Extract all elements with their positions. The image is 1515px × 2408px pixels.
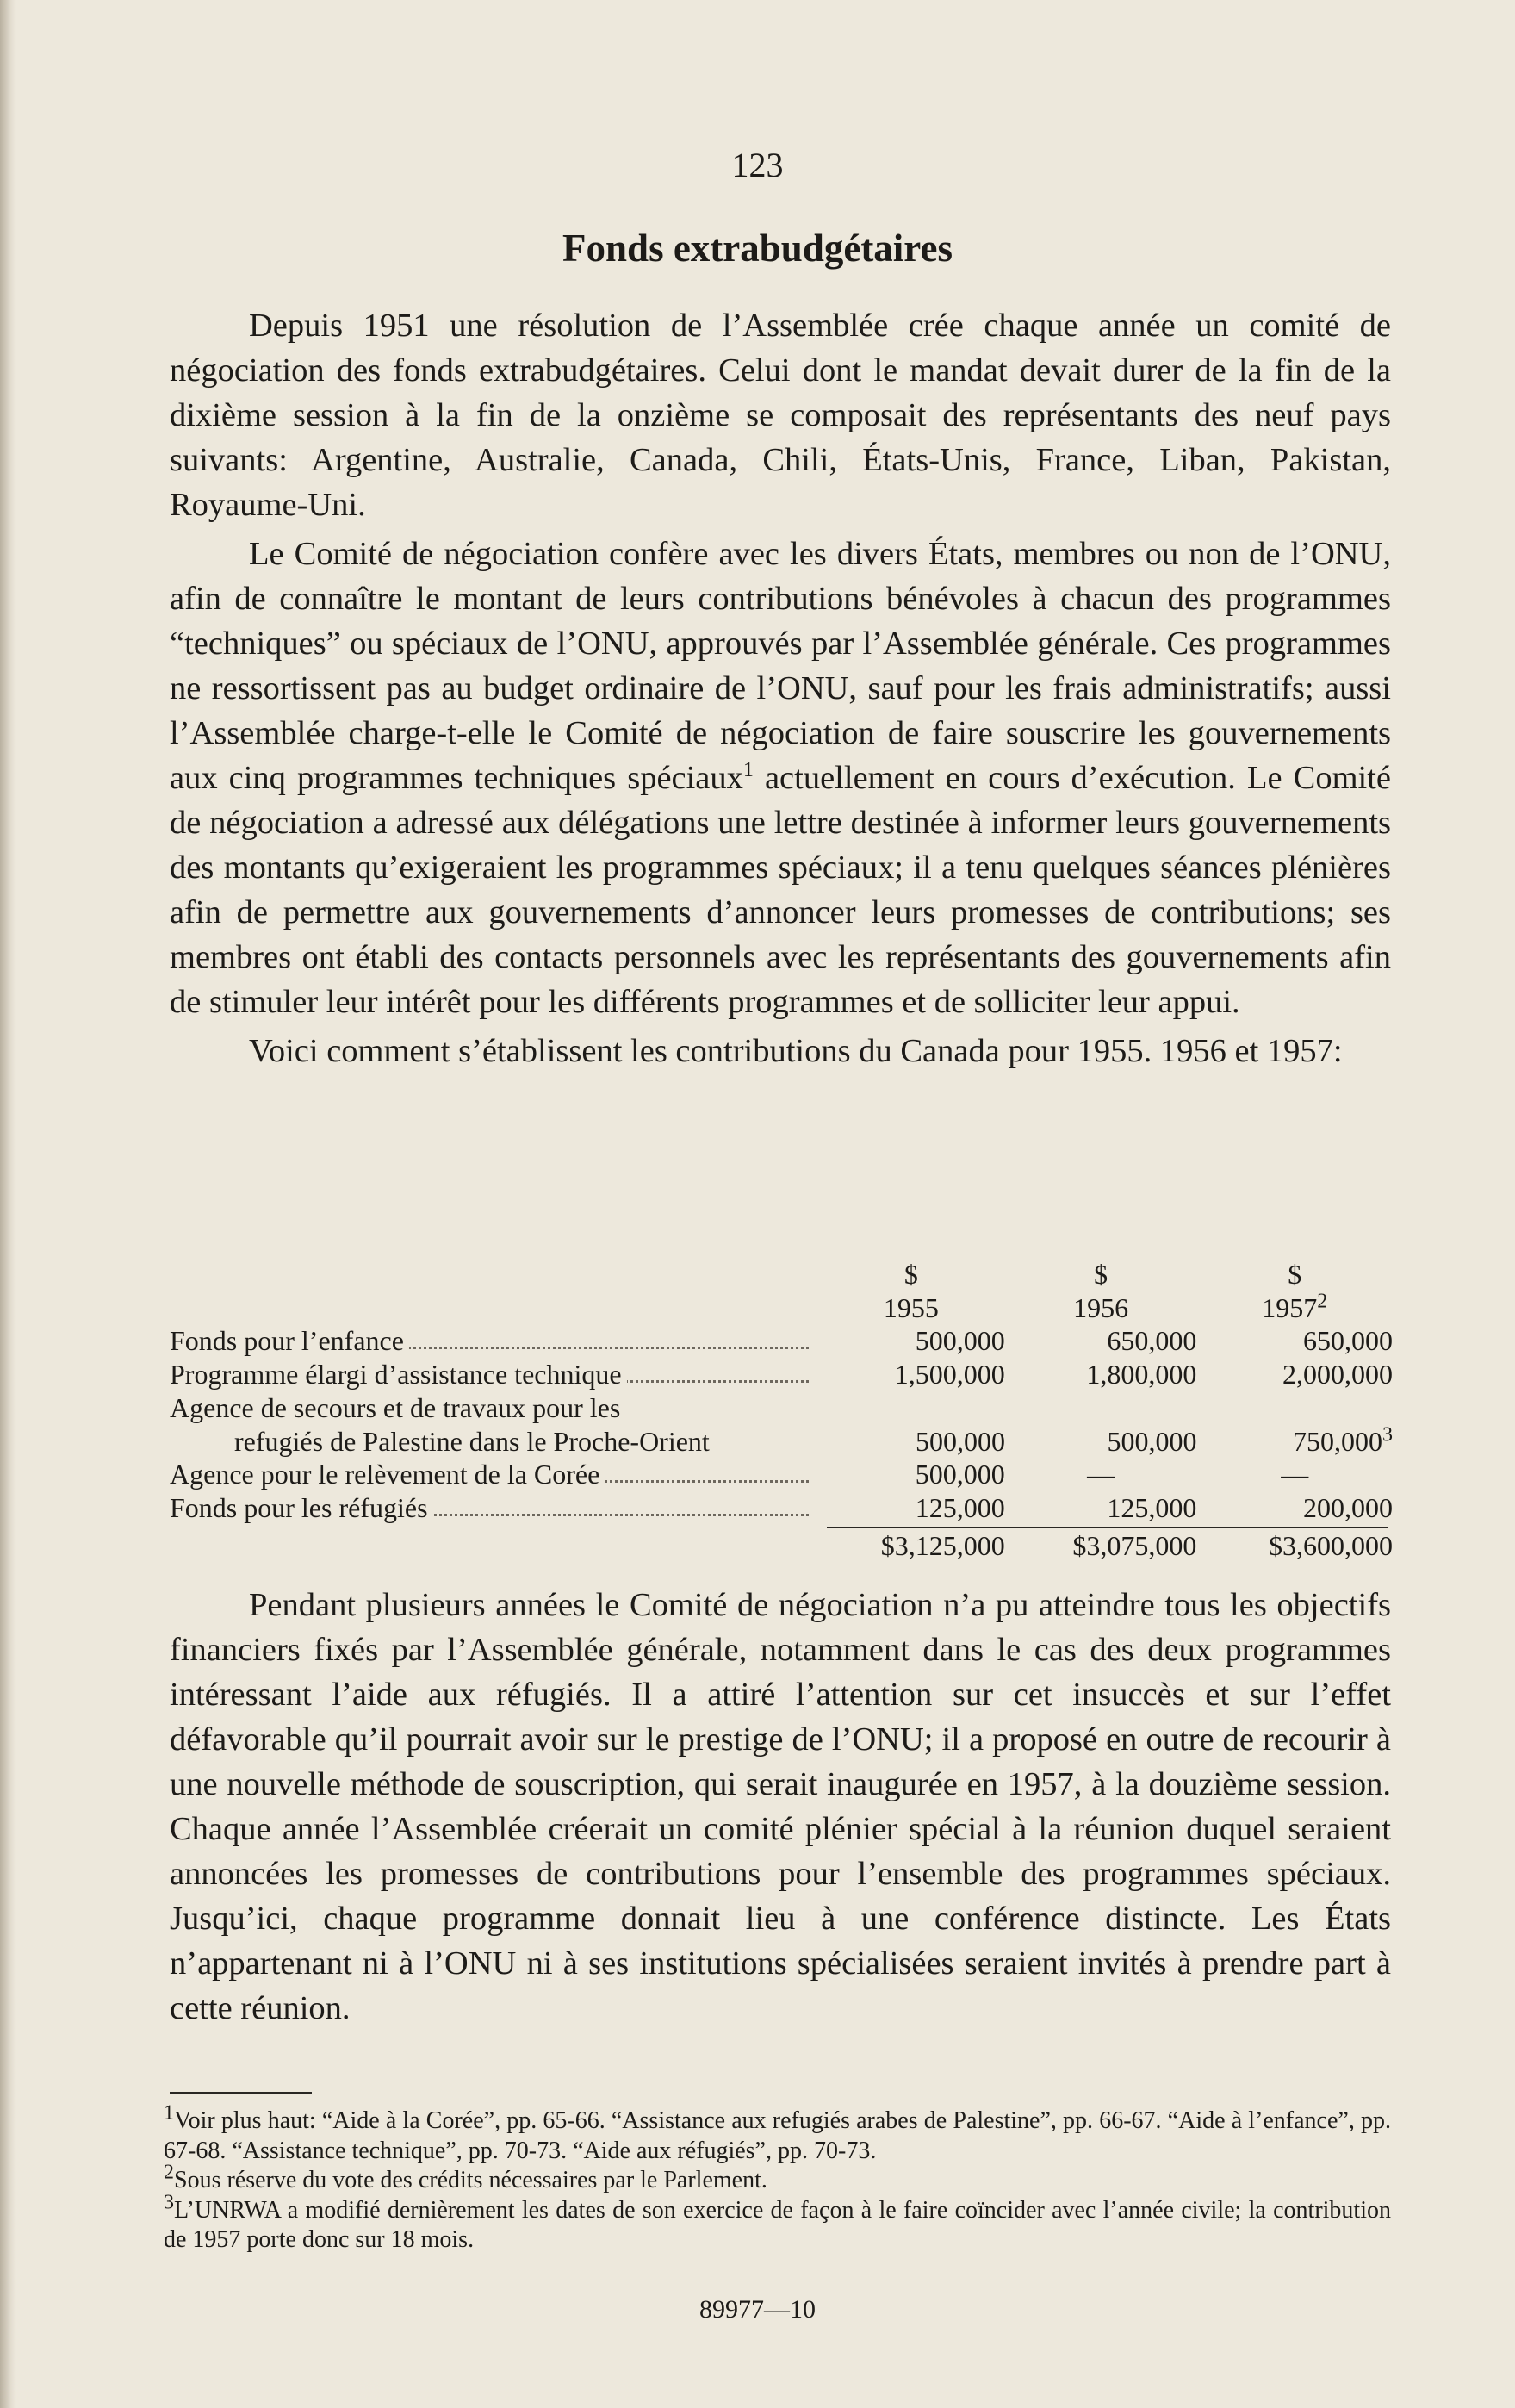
total-1956: $3,075,000 <box>1072 1530 1197 1561</box>
table-row <box>170 1458 1393 1491</box>
footnote-ref-2: 2 <box>1317 1290 1328 1313</box>
cell-1955: 500,000 <box>916 1425 1006 1457</box>
cell-1957: 750,000$^3$ <box>1293 1422 1393 1457</box>
cell-1957: 200,000 <box>1303 1491 1393 1523</box>
row-label: Agence de secours et de travaux pour les <box>170 1391 621 1423</box>
table-year-row <box>170 1291 1393 1325</box>
year-1955: 1955 <box>883 1291 939 1323</box>
footnotes <box>164 2101 1391 2256</box>
page-number: 123 <box>731 146 784 184</box>
cell-1957: 2,000,000 <box>1282 1359 1393 1391</box>
cell-1955: 125,000 <box>915 1491 1005 1523</box>
total-rule <box>827 1527 1388 1528</box>
total-1955: $3,125,000 <box>880 1530 1005 1561</box>
cell-1956: 125,000 <box>1107 1491 1197 1523</box>
cell-1956: 500,000 <box>1107 1425 1197 1457</box>
table-row <box>170 1422 1393 1459</box>
paragraph-4: Pendant plusieurs années le Comité de négociation n’a pu atteindre tous les objectifs financiers fixés par l’Assemblée générale, notamment dans le cas des deux programmes intéressant l’aide aux réfugiés. Il a attiré l’attention sur cet insuccès et sur l’effet défavorable qu’il pourrait avoir sur le prestige de l’ONU; il a proposé en outre de recourir à une nouvelle méthode de souscription, qui serait inaugurée en 1957, à la douzième session. Chaque année l’Assemblée créerait un comité plénier spécial à la réunion duquel seraient annoncées les promesses de contributions pour l’ensemble des programmes spéciaux. Jusqu’ici, chaque programme donnait lieu à une conférence distincte. Les États n’appartenant ni à l’ONU ni à ses institutions spécialisées seraient invités à prendre part à cette réunion. <box>170 1587 1391 2026</box>
cell-1956: 1,800,000 <box>1086 1359 1197 1391</box>
currency-1955: $ <box>903 1259 918 1290</box>
total-1957: $3,600,000 <box>1269 1530 1393 1561</box>
printer-signature: 89977—10 <box>699 2295 816 2324</box>
intro-text <box>170 303 1391 1073</box>
cell-1955: 500,000 <box>915 1325 1005 1357</box>
cell-1957: 650,000 <box>1303 1325 1393 1357</box>
table-currency-row <box>170 1258 1393 1291</box>
cell-1955: 1,500,000 <box>894 1359 1005 1391</box>
currency-1957: $ <box>1288 1259 1302 1290</box>
footnote-ref-1: 1 <box>742 759 754 782</box>
row-label-line-2: refugiés de Palestine dans le Proche-Orient <box>234 1425 710 1457</box>
footnote-rule <box>170 2092 312 2094</box>
table-row <box>170 1358 1393 1391</box>
footnote-3: $^3$L’UNRWA a modifié dernièrement les dates de son exercice de façon à le faire coïncider avec l’année civile; la contribution de 1957 porte donc sur 18 mois. <box>164 2191 1391 2253</box>
table-row-label-continued <box>170 1391 1393 1425</box>
row-label: Programme élargi d’assistance technique <box>170 1359 627 1390</box>
contributions-table <box>170 1258 1393 1525</box>
table-row <box>170 1491 1393 1525</box>
cell-1957: — <box>1281 1459 1309 1490</box>
footnote-2: $^2$Sous réserve du vote des crédits nécessaires par le Parlement. <box>164 2161 767 2193</box>
paragraph-1: Depuis 1951 une résolution de l’Assemblée crée chaque année un comité de négociation des fonds extrabudgétaires. Celui dont le mandat devait durer de la fin de la dixième session à la fin de la onzième se composait des représentants des neuf pays suivants: Argentine, Australie, Canada, Chili, États-Unis, France, Liban, Pakistan, Royaume-Uni. <box>170 308 1391 523</box>
closing-text <box>170 1583 1391 2031</box>
paragraph-3: Voici comment s’établissent les contributions du Canada pour 1955. 1956 et 1957: <box>249 1033 1343 1069</box>
section-heading: Fonds extrabudgétaires <box>562 227 953 270</box>
currency-1956: $ <box>1094 1259 1108 1290</box>
footnote-ref-3: 3 <box>1382 1422 1393 1446</box>
table-total-row <box>170 1530 1393 1562</box>
table-row <box>170 1324 1393 1358</box>
row-label: Fonds pour les réfugiés <box>170 1492 433 1523</box>
year-1956: 1956 <box>1073 1291 1129 1323</box>
cell-1956: — <box>1087 1459 1115 1490</box>
page-binding-edge <box>0 0 16 2408</box>
row-label: Agence pour le relèvement de la Corée <box>170 1459 605 1490</box>
paragraph-2: Le Comité de négociation confère avec les divers États, membres ou non de l’ONU, afin de connaître le montant de leurs contributions bénévoles à chacun des programmes “techniques” ou spéciaux de l’ONU, approuvés par l’Assemblée générale. Ces programmes ne ressortissent pas au budget ordinaire de l’ONU, sauf pour les frais administratifs; aussi l’Assemblée charge-t-elle le Comité de négociation de faire souscrire les gouvernements aux cinq programmes techniques spéciaux$^1$ actuellement en cours d’exécution. Le Comité de négociation a adressé aux délégations une lettre destinée à informer leurs gouvernements des montants qu’exigeraient les programmes spéciaux; il a tenu quelques séances plénières afin de permettre aux gouvernements d’annoncer leurs promesses de contributions; ses membres ont établi des contacts personnels avec les représentants des gouvernements afin de stimuler leur intérêt pour les différents programmes et de solliciter leur appui. <box>170 536 1391 1020</box>
year-1957: 1957$^2$ <box>1262 1290 1328 1323</box>
row-label: Fonds pour l’enfance <box>170 1325 409 1356</box>
cell-1956: 650,000 <box>1107 1325 1197 1357</box>
cell-1955: 500,000 <box>915 1459 1005 1490</box>
footnote-1: $^1$Voir plus haut: “Aide à la Corée”, pp. 65-66. “Assistance aux refugiés arabes de Palestine”, pp. 66-67. “Aide à l’enfance”, pp. 67-68. “Assistance technique”, pp. 70-73. “Aide aux réfugiés”, pp. 70-73. <box>164 2101 1391 2164</box>
